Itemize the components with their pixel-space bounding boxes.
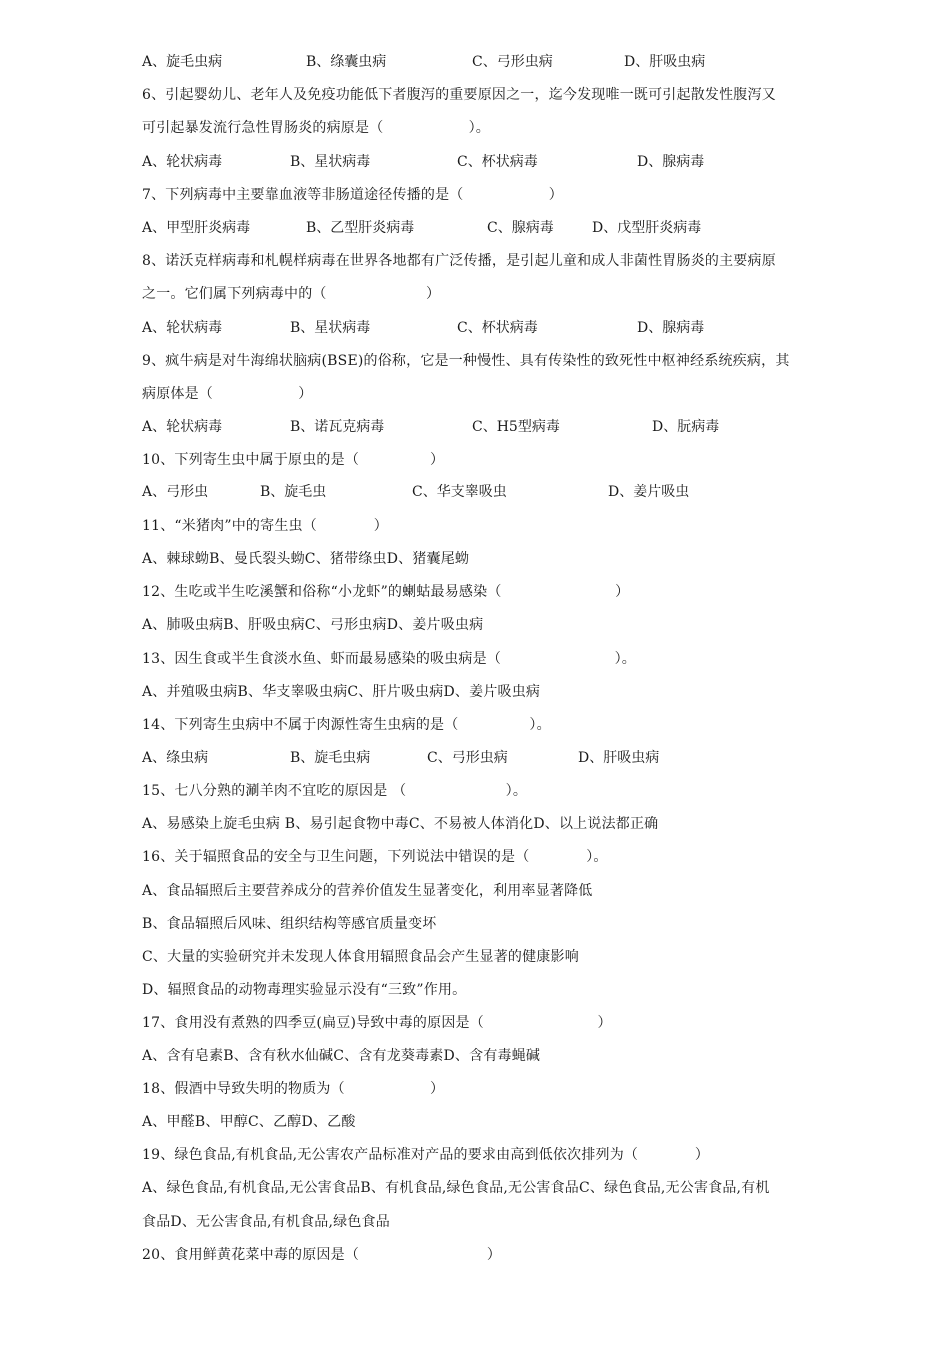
- q8-option-c: C、杯状病毒: [457, 320, 538, 336]
- q20-stem: 20、食用鲜黄花菜中毒的原因是（ ）: [142, 1247, 502, 1263]
- q14-option-d: D、肝吸虫病: [578, 750, 660, 766]
- q5-option-b: B、绦囊虫病: [306, 54, 387, 70]
- q7-option-b: B、乙型肝炎病毒: [306, 220, 415, 236]
- q8-option-d: D、腺病毒: [637, 320, 705, 336]
- q5-option-c: C、弓形虫病: [472, 54, 553, 70]
- q6-option-a: A、轮状病毒: [142, 154, 223, 170]
- q8-stem-line-2: 之一。它们属下列病毒中的（ ）: [142, 286, 441, 302]
- q14-option-b: B、旋毛虫病: [290, 750, 371, 766]
- q9-option-a: A、轮状病毒: [142, 419, 223, 435]
- q9-stem-line-2: 病原体是（ ）: [142, 386, 313, 402]
- q18-stem: 18、假酒中导致失明的物质为（ ）: [142, 1081, 445, 1097]
- q10-option-a: A、弓形虫: [142, 484, 209, 500]
- q10-option-d: D、姜片吸虫: [608, 484, 690, 500]
- q16-stem: 16、关于辐照食品的安全与卫生问题，下列说法中错误的是（ ）。: [142, 849, 608, 865]
- q13-stem: 13、因生食或半生食淡水鱼、虾而最易感染的吸虫病是（ ）。: [142, 651, 637, 667]
- q6-option-c: C、杯状病毒: [457, 154, 538, 170]
- q7-option-c: C、腺病毒: [487, 220, 554, 236]
- q10-option-b: B、旋毛虫: [260, 484, 327, 500]
- q9-option-b: B、诺瓦克病毒: [290, 419, 385, 435]
- q18-options: A、甲醛B、甲醇C、乙醇D、乙酸: [142, 1114, 356, 1130]
- q16-option-d: D、辐照食品的动物毒理实验显示没有“三致”作用。: [142, 982, 467, 998]
- q16-option-c: C、大量的实验研究并未发现人体食用辐照食品会产生显著的健康影响: [142, 949, 579, 965]
- q17-stem: 17、食用没有煮熟的四季豆(扁豆)导致中毒的原因是（ ）: [142, 1015, 612, 1031]
- q6-stem-line-1: 6、引起婴幼儿、老年人及免疫功能低下者腹泻的重要原因之一，迄今发现唯一既可引起散发性腹泻又: [142, 87, 776, 103]
- q16-option-b: B、食品辐照后风味、组织结构等感官质量变坏: [142, 916, 437, 932]
- q10-option-c: C、华支睾吸虫: [412, 484, 507, 500]
- q17-options: A、含有皂素B、含有秋水仙碱C、含有龙葵毒素D、含有毒蝇碱: [142, 1048, 541, 1064]
- q7-option-d: D、戊型肝炎病毒: [592, 220, 702, 236]
- q7-stem: 7、下列病毒中主要靠血液等非肠道途径传播的是（ ）: [142, 187, 563, 203]
- q9-option-c: C、H5型病毒: [472, 419, 560, 435]
- q19-options-line-1: A、绿色食品,有机食品,无公害食品B、有机食品,绿色食品,无公害食品C、绿色食品,无公害食品,有机: [142, 1180, 770, 1196]
- q8-stem-line-1: 8、诺沃克样病毒和札幌样病毒在世界各地都有广泛传播，是引起儿童和成人非菌性胃肠炎的主要病原: [142, 253, 776, 269]
- q15-stem: 15、七八分熟的涮羊肉不宜吃的原因是 （ ）。: [142, 783, 528, 799]
- q11-options: A、棘球蚴B、曼氏裂头蚴C、猪带绦虫D、猪囊尾蚴: [142, 551, 470, 567]
- q12-stem: 12、生吃或半生吃溪蟹和俗称“小龙虾”的蝲蛄最易感染（ ）: [142, 584, 630, 600]
- q19-options-line-2: 食品D、无公害食品,有机食品,绿色食品: [142, 1214, 390, 1230]
- q15-options: A、易感染上旋毛虫病 B、易引起食物中毒C、不易被人体消化D、以上说法都正确: [142, 816, 659, 832]
- q8-option-b: B、星状病毒: [290, 320, 371, 336]
- q9-stem-line-1: 9、疯牛病是对牛海绵状脑病(BSE)的俗称，它是一种慢性、具有传染性的致死性中枢神经系统疾病，其: [142, 353, 790, 369]
- q5-option-d: D、肝吸虫病: [624, 54, 706, 70]
- q6-stem-line-2: 可引起暴发流行急性胃肠炎的病原是（ ）。: [142, 120, 490, 136]
- q11-stem: 11、“米猪肉”中的寄生虫（ ）: [142, 518, 388, 534]
- q19-stem: 19、绿色食品,有机食品,无公害农产品标准对产品的要求由高到低依次排列为（ ）: [142, 1147, 710, 1163]
- q6-option-b: B、星状病毒: [290, 154, 371, 170]
- q14-option-c: C、弓形虫病: [427, 750, 508, 766]
- q13-options: A、并殖吸虫病B、华支睾吸虫病C、肝片吸虫病D、姜片吸虫病: [142, 684, 541, 700]
- q6-option-d: D、腺病毒: [637, 154, 705, 170]
- q10-stem: 10、下列寄生虫中属于原虫的是（ ）: [142, 452, 445, 468]
- q14-stem: 14、下列寄生虫病中不属于肉源性寄生虫病的是（ ）。: [142, 717, 551, 733]
- q16-option-a: A、食品辐照后主要营养成分的营养价值发生显著变化，利用率显著降低: [142, 883, 593, 899]
- q7-option-a: A、甲型肝炎病毒: [142, 220, 251, 236]
- q8-option-a: A、轮状病毒: [142, 320, 223, 336]
- q5-option-a: A、旋毛虫病: [142, 54, 223, 70]
- q9-option-d: D、朊病毒: [652, 419, 720, 435]
- q12-options: A、肺吸虫病B、肝吸虫病C、弓形虫病D、姜片吸虫病: [142, 617, 484, 633]
- q14-option-a: A、绦虫病: [142, 750, 209, 766]
